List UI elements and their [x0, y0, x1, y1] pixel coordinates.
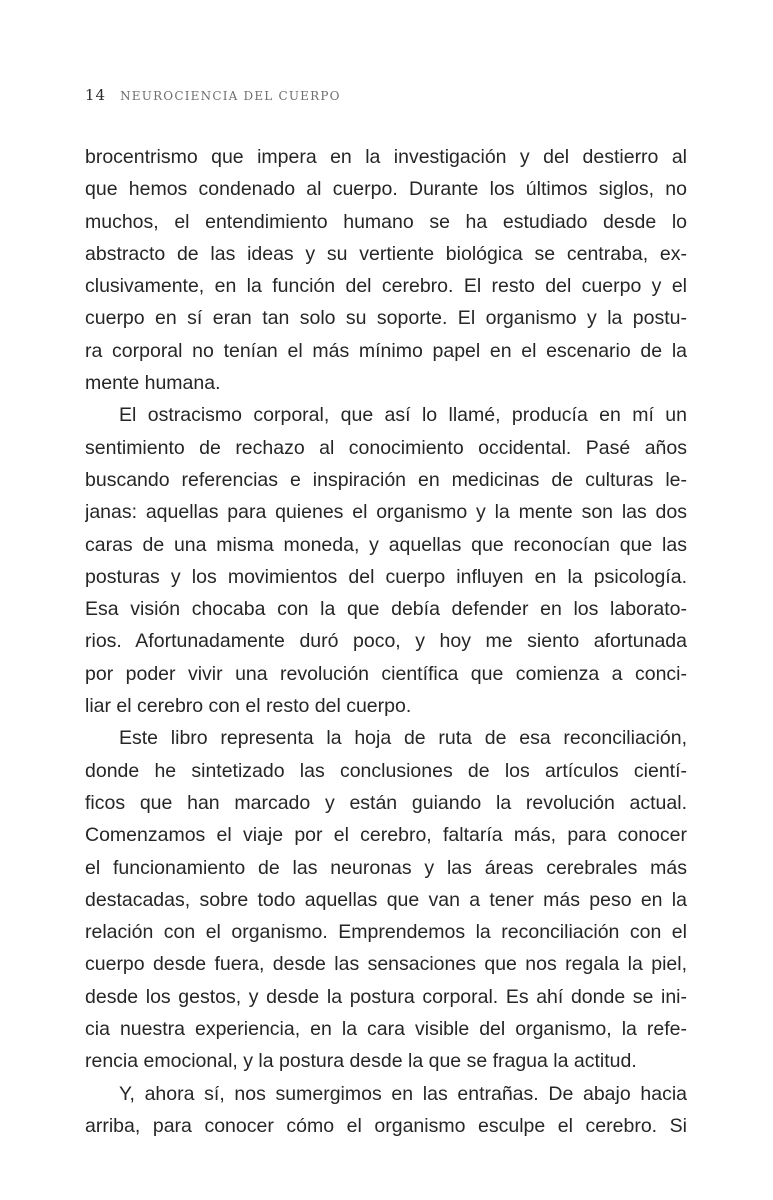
text-line: brocentrismo que impera en la investigación y del destierro al: [85, 146, 687, 168]
page-number: 14: [85, 86, 107, 104]
text-line: que hemos condenado al cuerpo. Durante los últimos siglos, no: [85, 178, 687, 201]
paragraph: [85, 141, 687, 399]
text-line: El ostracismo corporal, que así lo llamé, producía en mí un: [119, 404, 687, 427]
text-line: Y, ahora sí, nos sumergimos en las entrañas. De abajo hacia: [119, 1082, 687, 1105]
text-line: cuerpo en sí eran tan solo su soporte. El organismo y la postu-: [85, 307, 687, 330]
text-line: arriba, para conocer cómo el organismo esculpe el cerebro. Si: [85, 1114, 687, 1137]
text-line: Esa visión chocaba con la que debía defender en los laborato-: [85, 598, 687, 621]
paragraph: [85, 722, 687, 1077]
text-line: ficos que han marcado y están guiando la revolución actual.: [85, 791, 687, 814]
text-line: liar el cerebro con el resto del cuerpo.: [85, 695, 412, 718]
text-line: donde he sintetizado las conclusiones de los artículos cientí-: [85, 759, 687, 782]
text-line: ra corporal no tenían el más mínimo papel en el escenario de la: [85, 339, 687, 362]
running-head: [85, 86, 341, 106]
text-line: janas: aquellas para quienes el organismo y la mente son las dos: [85, 501, 687, 524]
body-text: [85, 141, 687, 1142]
text-line: el funcionamiento de las neuronas y las áreas cerebrales más: [85, 856, 687, 879]
text-line: buscando referencias e inspiración en medicinas de culturas le-: [85, 468, 687, 491]
text-line: caras de una misma moneda, y aquellas que reconocían que las: [85, 533, 687, 556]
text-line: Comenzamos el viaje por el cerebro, faltaría más, para conocer: [85, 824, 687, 847]
text-line: muchos, el entendimiento humano se ha estudiado desde lo: [85, 210, 687, 233]
text-line: mente humana.: [85, 372, 221, 395]
text-line: cia nuestra experiencia, en la cara visible del organismo, la refe-: [85, 1018, 687, 1041]
text-line: posturas y los movimientos del cuerpo influyen en la psicología.: [85, 565, 687, 588]
paragraph: [85, 399, 687, 722]
text-line: clusivamente, en la función del cerebro. El resto del cuerpo y el: [85, 275, 687, 298]
text-line: rios. Afortunadamente duró poco, y hoy me siento afortunada: [85, 630, 687, 653]
paragraph: [85, 1078, 687, 1143]
text-line: relación con el organismo. Emprendemos la reconciliación con el: [85, 921, 687, 944]
text-line: desde los gestos, y desde la postura corporal. Es ahí donde se ini-: [85, 985, 687, 1008]
text-line: cuerpo desde fuera, desde las sensaciones que nos regala la piel,: [85, 953, 687, 976]
text-line: por poder vivir una revolución científica que comienza a conci-: [85, 662, 687, 685]
text-line: sentimiento de rechazo al conocimiento occidental. Pasé años: [85, 436, 687, 459]
text-line: destacadas, sobre todo aquellas que van a tener más peso en la: [85, 888, 687, 911]
running-title: NEUROCIENCIA DEL CUERPO: [120, 89, 341, 103]
text-line: rencia emocional, y la postura desde la que se fragua la actitud.: [85, 1050, 637, 1073]
text-line: abstracto de las ideas y su vertiente biológica se centraba, ex-: [85, 242, 687, 265]
text-line: Este libro representa la hoja de ruta de esa reconciliación,: [119, 727, 687, 750]
